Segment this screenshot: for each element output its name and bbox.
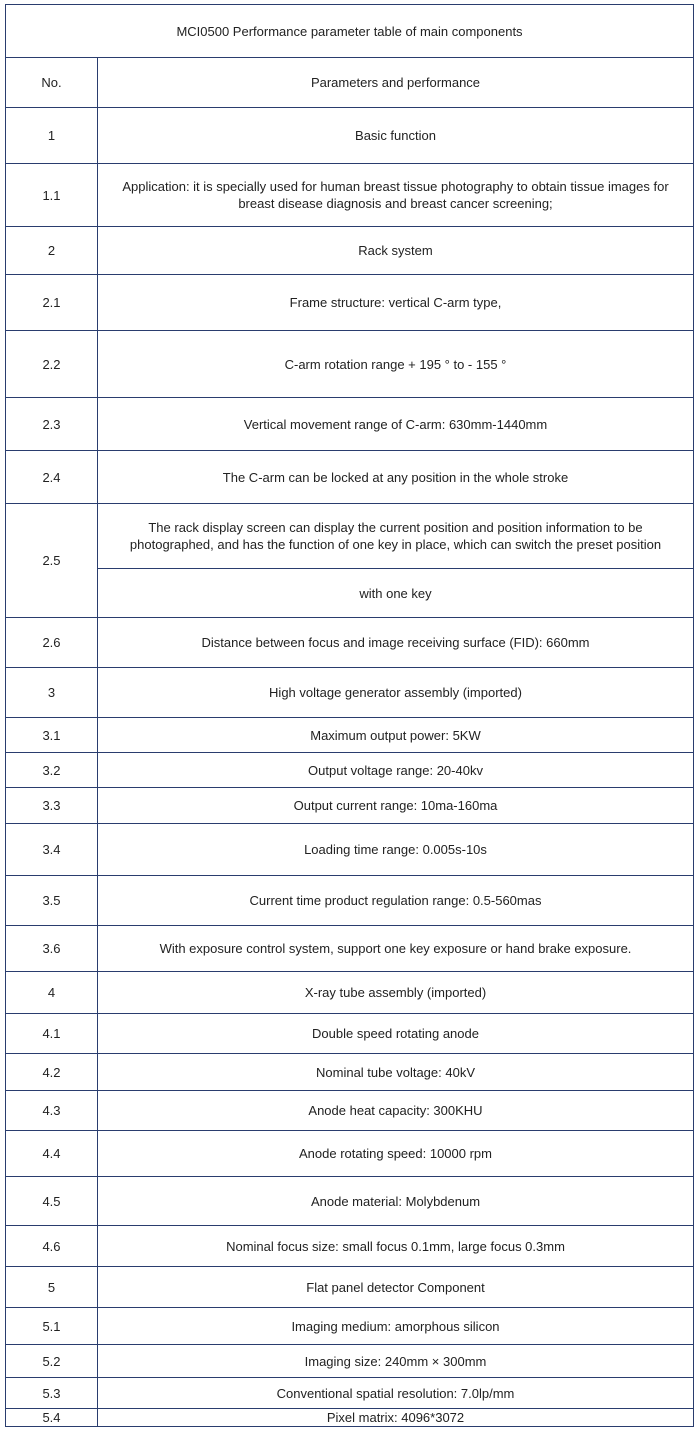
row-text-continued: with one key [98,569,694,618]
row-no: 4.3 [6,1091,98,1131]
row-text: Current time product regulation range: 0.5-560mas [98,876,694,926]
row-text: Frame structure: vertical C-arm type, [98,275,694,331]
table-row [6,788,694,824]
table-row [6,398,694,451]
table-row [6,504,694,569]
table-row [6,718,694,753]
row-no: 5.4 [6,1409,98,1427]
table-row [6,164,694,227]
table-row [6,108,694,164]
row-text: Vertical movement range of C-arm: 630mm-1440mm [98,398,694,451]
row-no: 3.4 [6,824,98,876]
table-row [6,1177,694,1226]
row-no: 4 [6,972,98,1014]
row-text: X-ray tube assembly (imported) [98,972,694,1014]
row-text: Imaging medium: amorphous silicon [98,1308,694,1345]
table-row [6,1131,694,1177]
table-row [6,876,694,926]
row-no: 3.2 [6,753,98,788]
row-text: Pixel matrix: 4096*3072 [98,1409,694,1427]
row-no: 3.5 [6,876,98,926]
row-no: 3.3 [6,788,98,824]
row-no: 4.2 [6,1054,98,1091]
row-no: 3.6 [6,926,98,972]
table-header-row [6,58,694,108]
row-text: Rack system [98,227,694,275]
table-row [6,1345,694,1378]
row-no: 5.3 [6,1378,98,1409]
row-text: Output voltage range: 20-40kv [98,753,694,788]
table-row [6,753,694,788]
table-row [6,1308,694,1345]
row-no: 3 [6,668,98,718]
table-row [6,1378,694,1409]
table-row [6,668,694,718]
row-text: Nominal focus size: small focus 0.1mm, large focus 0.3mm [98,1226,694,1267]
table-title: MCI0500 Performance parameter table of main components [6,5,694,58]
table-row [6,972,694,1014]
table-row [6,1091,694,1131]
row-text: High voltage generator assembly (imported) [98,668,694,718]
row-text: C-arm rotation range + 195 ° to - 155 ° [98,331,694,398]
table-row [6,275,694,331]
row-no: 2.1 [6,275,98,331]
row-text: Conventional spatial resolution: 7.0lp/mm [98,1378,694,1409]
row-no: 2.4 [6,451,98,504]
row-text: Output current range: 10ma-160ma [98,788,694,824]
row-text: Maximum output power: 5KW [98,718,694,753]
row-no: 2 [6,227,98,275]
row-text: Flat panel detector Component [98,1267,694,1308]
table-row [6,227,694,275]
performance-parameter-table [5,4,694,1427]
row-text: The C-arm can be locked at any position in the whole stroke [98,451,694,504]
row-no: 2.3 [6,398,98,451]
row-no: 5.2 [6,1345,98,1378]
table-row [6,824,694,876]
header-parameters: Parameters and performance [98,58,694,108]
table-row [6,926,694,972]
row-text: Loading time range: 0.005s-10s [98,824,694,876]
row-text: Anode heat capacity: 300KHU [98,1091,694,1131]
row-no: 5.1 [6,1308,98,1345]
row-text: Anode material: Molybdenum [98,1177,694,1226]
table-title-row [6,5,694,58]
row-no: 4.4 [6,1131,98,1177]
row-no: 2.2 [6,331,98,398]
table-row [6,451,694,504]
row-no: 1.1 [6,164,98,227]
table-row [6,1014,694,1054]
table-row [6,1226,694,1267]
row-no: 2.6 [6,618,98,668]
row-text: Double speed rotating anode [98,1014,694,1054]
row-text: The rack display screen can display the current position and position information to be photographed, and has the function of one key in place, which can switch the preset position [98,504,694,569]
table-row-continuation [6,569,694,618]
table-row [6,618,694,668]
table-row [6,1267,694,1308]
header-no: No. [6,58,98,108]
row-text: With exposure control system, support one key exposure or hand brake exposure. [98,926,694,972]
row-text: Nominal tube voltage: 40kV [98,1054,694,1091]
table-row [6,1409,694,1427]
row-no: 4.6 [6,1226,98,1267]
row-no: 4.1 [6,1014,98,1054]
row-no: 3.1 [6,718,98,753]
table-row [6,331,694,398]
row-text: Imaging size: 240mm × 300mm [98,1345,694,1378]
row-no: 5 [6,1267,98,1308]
row-no: 4.5 [6,1177,98,1226]
table-row [6,1054,694,1091]
row-text: Application: it is specially used for human breast tissue photography to obtain tissue images for breast disease diagnosis and breast cancer screening; [98,164,694,227]
row-text: Anode rotating speed: 10000 rpm [98,1131,694,1177]
row-no: 2.5 [6,504,98,618]
row-no: 1 [6,108,98,164]
row-text: Distance between focus and image receiving surface (FID): 660mm [98,618,694,668]
row-text: Basic function [98,108,694,164]
